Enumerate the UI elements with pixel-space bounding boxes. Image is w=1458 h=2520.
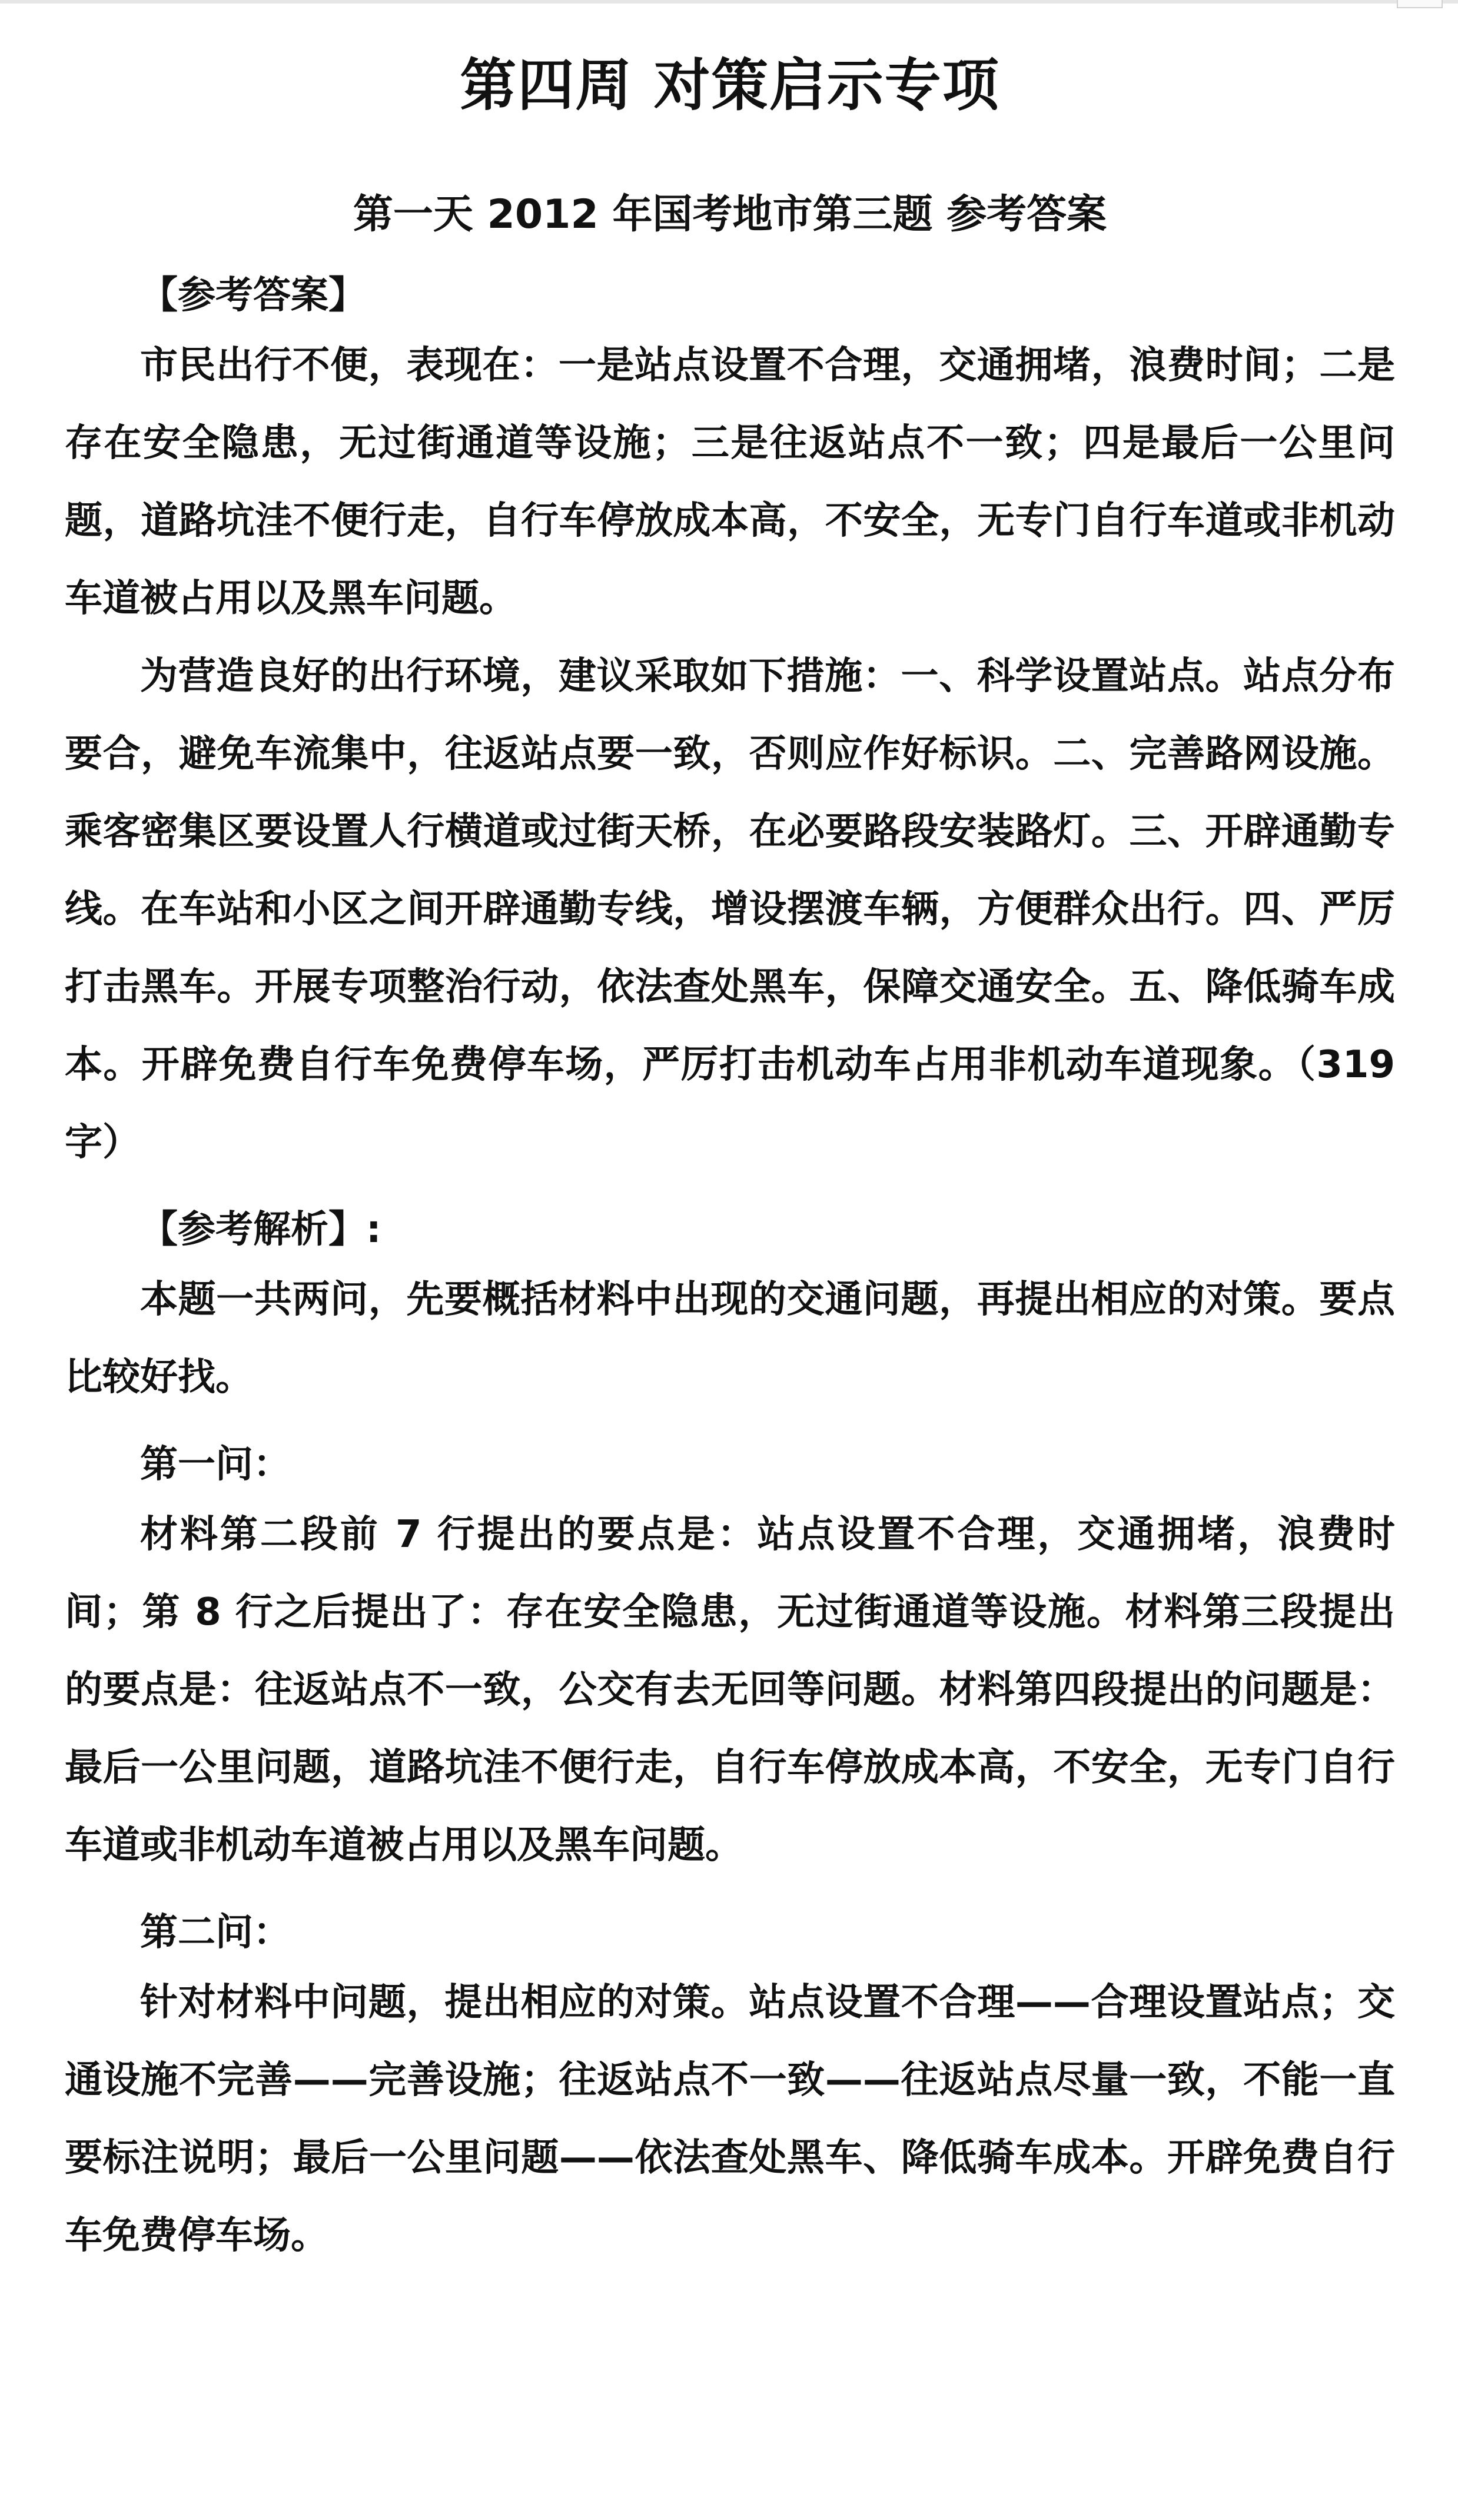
page-corner-tab xyxy=(1397,0,1443,8)
answer-paragraph-1: 市民出行不便，表现在：一是站点设置不合理，交通拥堵，浪费时间；二是存在安全隐患，无过街通道等设施；三是往返站点不一致；四是最后一公里问题，道路坑洼不便行走，自行车停放成本高，不安全，无专门自行车道或非机动车道被占用以及黑车问题。 xyxy=(65,344,1395,620)
answer-label: 【参考答案】 xyxy=(140,274,366,317)
analysis-intro: 本题一共两问，先要概括材料中出现的交通问题，再提出相应的对策。要点比较好找。 xyxy=(65,1278,1395,1399)
question-2-label: 第二问： xyxy=(140,1911,291,1954)
document-subtitle: 第一天 2012 年国考地市第三题 参考答案 xyxy=(353,191,1107,238)
top-border xyxy=(0,0,1458,4)
question-1-label: 第一问： xyxy=(140,1443,291,1486)
question-1-text: 材料第二段前 7 行提出的要点是：站点设置不合理，交通拥堵，浪费时间；第 8 行之后提出了：存在安全隐患，无过街通道等设施。材料第三段提出的要点是：往返站点不一致，公交有去无回等问题。材料第四段提出的问题是：最后一公里问题，道路坑洼不便行走，自行车停放成本高，不安全，无专门自行车道或非机动车道被占用以及黑车问题。 xyxy=(65,1513,1395,1867)
document-title: 第四周 对策启示专项 xyxy=(460,52,1000,118)
document-page xyxy=(65,41,1395,2275)
analysis-label: 【参考解析】: xyxy=(140,1208,381,1251)
answer-paragraph-2: 为营造良好的出行环境，建议采取如下措施：一、科学设置站点。站点分布要合，避免车流集中，往返站点要一致，否则应作好标识。二、完善路网设施。乘客密集区要设置人行横道或过街天桥，在必要路段安装路灯。三、开辟通勤专线。在车站和小区之间开辟通勤专线，增设摆渡车辆，方便群众出行。四、严厉打击黑车。开展专项整治行动，依法查处黑车，保障交通安全。五、降低骑车成本。开辟免费自行车免费停车场，严厉打击机动车占用非机动车道现象。（319字） xyxy=(65,655,1395,1164)
question-2-text: 针对材料中问题，提出相应的对策。站点设置不合理——合理设置站点；交通设施不完善——完善设施；往返站点不一致——往返站点尽量一致，不能一直要标注说明；最后一公里问题——依法查处黑车、降低骑车成本。开辟免费自行车免费停车场。 xyxy=(65,1981,1395,2257)
